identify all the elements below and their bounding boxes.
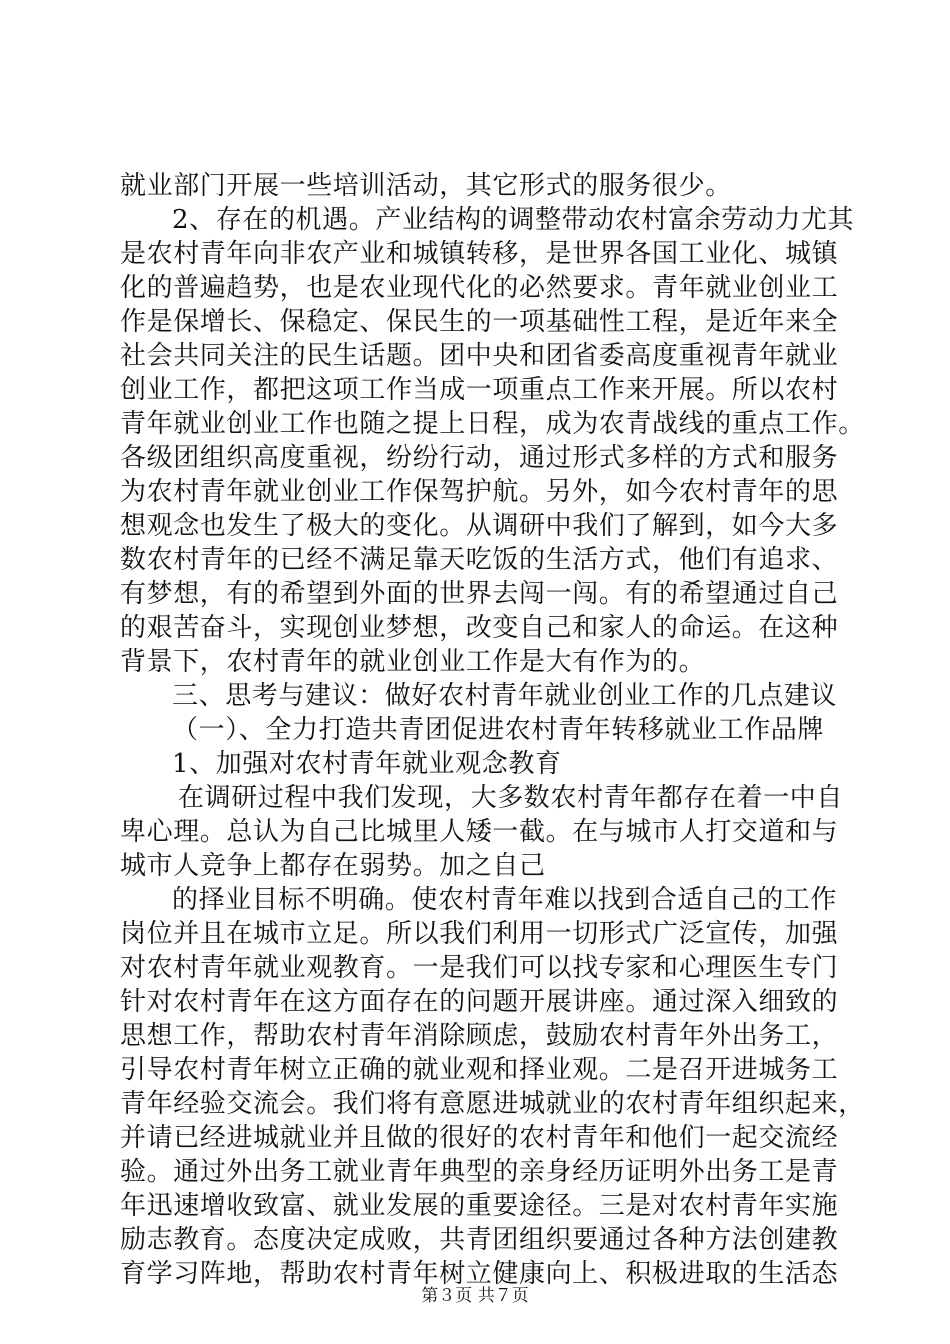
text-line: 为农村青年就业创业工作保驾护航。另外，如今农村青年的思 [120,477,839,507]
text-line: 化的普遍趋势，也是农业现代化的必然要求。青年就业创业工 [120,273,839,303]
page-number-footer: 第３页 共７页 [421,1286,529,1306]
text-line: 验。通过外出务工就业青年典型的亲身经历证明外出务工是青 [120,1157,839,1187]
text-line: 针对农村青年在这方面存在的问题开展讲座。通过深入细致的 [120,987,839,1017]
text-line: 年迅速增收致富、就业发展的重要途径。三是对农村青年实施 [120,1191,839,1221]
text-line: 青年经验交流会。我们将有意愿进城就业的农村青年组织起来， [120,1089,865,1119]
text-line: 青年就业创业工作也随之提上日程，成为农青战线的重点工作。 [120,409,865,439]
text-line: 在调研过程中我们发现，大多数农村青年都存在着一中自 [178,783,844,813]
text-line: 2、存在的机遇。产业结构的调整带动农村富余劳动力尤其 [172,205,855,235]
text-line: 社会共同关注的民生话题。团中央和团省委高度重视青年就业 [120,341,839,371]
text-line: 数农村青年的已经不满足靠天吃饭的生活方式，他们有追求、 [120,545,839,575]
subsection-heading: （一）、全力打造共青团促进农村青年转移就业工作品牌 [172,715,825,745]
text-line: 就业部门开展一些培训活动，其它形式的服务很少。 [120,171,732,201]
text-line: 育学习阵地，帮助农村青年树立健康向上、积极进取的生活态 [120,1259,839,1289]
text-line: 想观念也发生了极大的变化。从调研中我们了解到，如今大多 [120,511,839,541]
text-line: 对农村青年就业观教育。一是我们可以找专家和心理医生专门 [120,953,839,983]
section-heading: 三、思考与建议：做好农村青年就业创业工作的几点建议 [172,681,838,711]
text-line: 各级团组织高度重视，纷纷行动，通过形式多样的方式和服务 [120,443,839,473]
text-line: 作是保增长、保稳定、保民生的一项基础性工程，是近年来全 [120,307,839,337]
text-line: 并请已经进城就业并且做的很好的农村青年和他们一起交流经 [120,1123,839,1153]
text-line: 背景下，农村青年的就业创业工作是大有作为的。 [120,647,706,677]
text-line: 有梦想，有的希望到外面的世界去闯一闯。有的希望通过自己 [120,579,839,609]
item-heading: 1、加强对农村青年就业观念教育 [172,749,562,779]
text-line: 的择业目标不明确。使农村青年难以找到合适自己的工作 [172,885,838,915]
text-line: 城市人竞争上都存在弱势。加之自己 [120,851,546,881]
text-line: 创业工作，都把这项工作当成一项重点工作来开展。所以农村 [120,375,839,405]
text-line: 的艰苦奋斗，实现创业梦想，改变自己和家人的命运。在这种 [120,613,839,643]
text-line: 卑心理。总认为自己比城里人矮一截。在与城市人打交道和与 [120,817,839,847]
text-line: 是农村青年向非农产业和城镇转移，是世界各国工业化、城镇 [120,239,839,269]
text-line: 思想工作，帮助农村青年消除顾虑，鼓励农村青年外出务工， [120,1021,839,1051]
text-line: 引导农村青年树立正确的就业观和择业观。二是召开进城务工 [120,1055,839,1085]
text-line: 励志教育。态度决定成败，共青团组织要通过各种方法创建教 [120,1225,839,1255]
text-line: 岗位并且在城市立足。所以我们利用一切形式广泛宣传，加强 [120,919,839,949]
